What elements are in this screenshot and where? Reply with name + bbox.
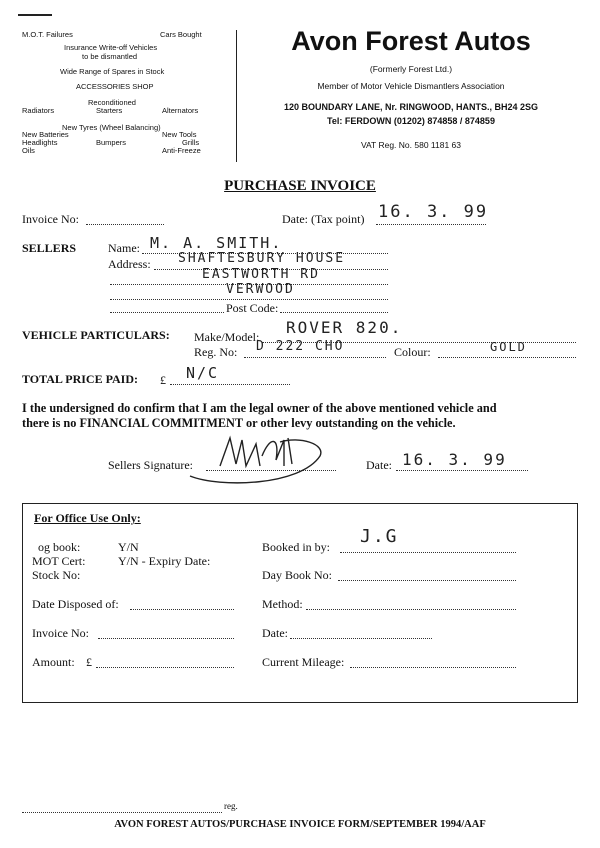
company-formerly: (Formerly Forest Ltd.) [369, 64, 453, 74]
service-insurance-2: to be dismantled [82, 52, 138, 61]
service-tools: New Tools [162, 130, 197, 139]
service-spares: Wide Range of Spares in Stock [60, 67, 165, 76]
method-label: Method: [262, 597, 303, 611]
signature-date-label: Date: [366, 458, 392, 472]
invoice-no-label: Invoice No: [22, 212, 79, 226]
seller-postcode-label: Post Code: [226, 301, 279, 315]
service-antifreeze: Anti-Freeze [162, 146, 201, 155]
day-book-label: Day Book No: [262, 568, 332, 582]
price-value: N/C [186, 364, 220, 382]
office-heading: For Office Use Only: [34, 511, 141, 525]
service-oils: Oils [22, 146, 35, 155]
price-field[interactable] [170, 384, 290, 385]
declaration-line1: I the undersigned do confirm that I am the legal owner of the above mentioned vehicle and [22, 401, 497, 415]
company-address: 120 BOUNDARY LANE, Nr. RINGWOOD, HANTS., BH24 2SG [283, 102, 539, 112]
service-reconditioned: Reconditioned [88, 98, 136, 107]
seller-name-label: Name: [108, 241, 140, 255]
service-alternators: Alternators [162, 106, 199, 115]
mileage-field[interactable] [350, 667, 516, 668]
price-label: TOTAL PRICE PAID: [22, 372, 139, 386]
seller-address-line3-field[interactable] [110, 299, 388, 300]
service-insurance-1: Insurance Write-off Vehicles [64, 43, 158, 52]
amount-field[interactable] [96, 667, 234, 668]
seller-address-label: Address: [108, 257, 151, 271]
service-accessories: ACCESSORIES SHOP [76, 82, 154, 91]
logbook-label: og book: [38, 540, 81, 554]
signature-date-value: 16. 3. 99 [402, 450, 507, 469]
office-date-label: Date: [262, 626, 288, 640]
office-date-field[interactable] [290, 638, 432, 639]
signature-date-field[interactable] [396, 470, 528, 471]
office-invoice-field[interactable] [98, 638, 234, 639]
colour-value: GOLD [490, 340, 527, 354]
price-currency: £ [160, 373, 166, 387]
service-radiators: Radiators [22, 106, 55, 115]
booked-in-field[interactable] [340, 552, 516, 553]
mot-cert-label: MOT Cert: [32, 554, 86, 568]
date-disposed-field[interactable] [130, 609, 234, 610]
reg-signature-line[interactable] [22, 812, 222, 813]
declaration-line2: there is no FINANCIAL COMMITMENT or other levy outstanding on the vehicle. [22, 416, 456, 430]
seller-postcode-lead [110, 312, 224, 313]
reg-no-label: Reg. No: [194, 345, 238, 359]
service-grills: Grills [182, 138, 200, 147]
make-model-value: ROVER 820. [286, 318, 403, 337]
colour-field[interactable] [438, 357, 576, 358]
reg-no-value: D 222 CHO [256, 339, 345, 354]
method-field[interactable] [306, 609, 516, 610]
service-batteries: New Batteries [22, 130, 69, 139]
header-divider [236, 30, 237, 162]
vehicle-heading: VEHICLE PARTICULARS: [22, 328, 170, 342]
form-identifier: AVON FOREST AUTOS/PURCHASE INVOICE FORM/SEPTEMBER 1994/AAF [114, 819, 486, 830]
date-tax-value: 16. 3. 99 [378, 202, 489, 222]
service-headlights: Headlights [22, 138, 58, 147]
stock-no-label: Stock No: [32, 568, 81, 582]
company-member: Member of Motor Vehicle Dismantlers Association [317, 81, 505, 91]
seller-postcode-field[interactable] [280, 312, 388, 313]
scan-mark [18, 14, 52, 16]
service-tyres: New Tyres (Wheel Balancing) [62, 123, 161, 132]
booked-in-value: J.G [360, 526, 399, 547]
company-tel: Tel: FERDOWN (01202) 874858 / 874859 [327, 116, 495, 126]
sellers-heading: SELLERS [22, 241, 77, 255]
booked-in-label: Booked in by: [262, 540, 330, 554]
invoice-no-field[interactable] [86, 224, 164, 225]
date-tax-field[interactable] [376, 224, 486, 225]
company-vat: VAT Reg. No. 580 1181 63 [360, 140, 462, 150]
service-cars-bought: Cars Bought [160, 30, 202, 39]
seller-address-line2-value: EASTWORTH RD [202, 267, 320, 282]
service-bumpers: Bumpers [96, 138, 127, 147]
colour-label: Colour: [394, 345, 431, 359]
reg-label: reg. [224, 801, 238, 811]
amount-currency: £ [86, 655, 92, 669]
service-starters: Starters [96, 106, 123, 115]
invoice-title: PURCHASE INVOICE [224, 178, 376, 194]
reg-no-field[interactable] [244, 357, 386, 358]
signature-label: Sellers Signature: [108, 458, 193, 472]
date-disposed-label: Date Disposed of: [32, 597, 119, 611]
service-mot: M.O.T. Failures [22, 30, 73, 39]
company-name: Avon Forest Autos [291, 26, 531, 56]
mileage-label: Current Mileage: [262, 655, 345, 669]
seller-signature [180, 426, 330, 492]
seller-name-value: M. A. SMITH. [150, 234, 283, 252]
seller-address-line3-value: VERWOOD [226, 282, 295, 297]
office-invoice-label: Invoice No: [32, 626, 89, 640]
day-book-field[interactable] [338, 580, 516, 581]
amount-label: Amount: [32, 655, 75, 669]
mot-cert-value[interactable]: Y/N - Expiry Date: [118, 554, 211, 568]
logbook-value[interactable]: Y/N [118, 540, 139, 554]
make-model-label: Make/Model: [194, 330, 260, 344]
seller-address-line1-value: SHAFTESBURY HOUSE [178, 251, 346, 266]
date-tax-label: Date: (Tax point) [282, 212, 365, 226]
